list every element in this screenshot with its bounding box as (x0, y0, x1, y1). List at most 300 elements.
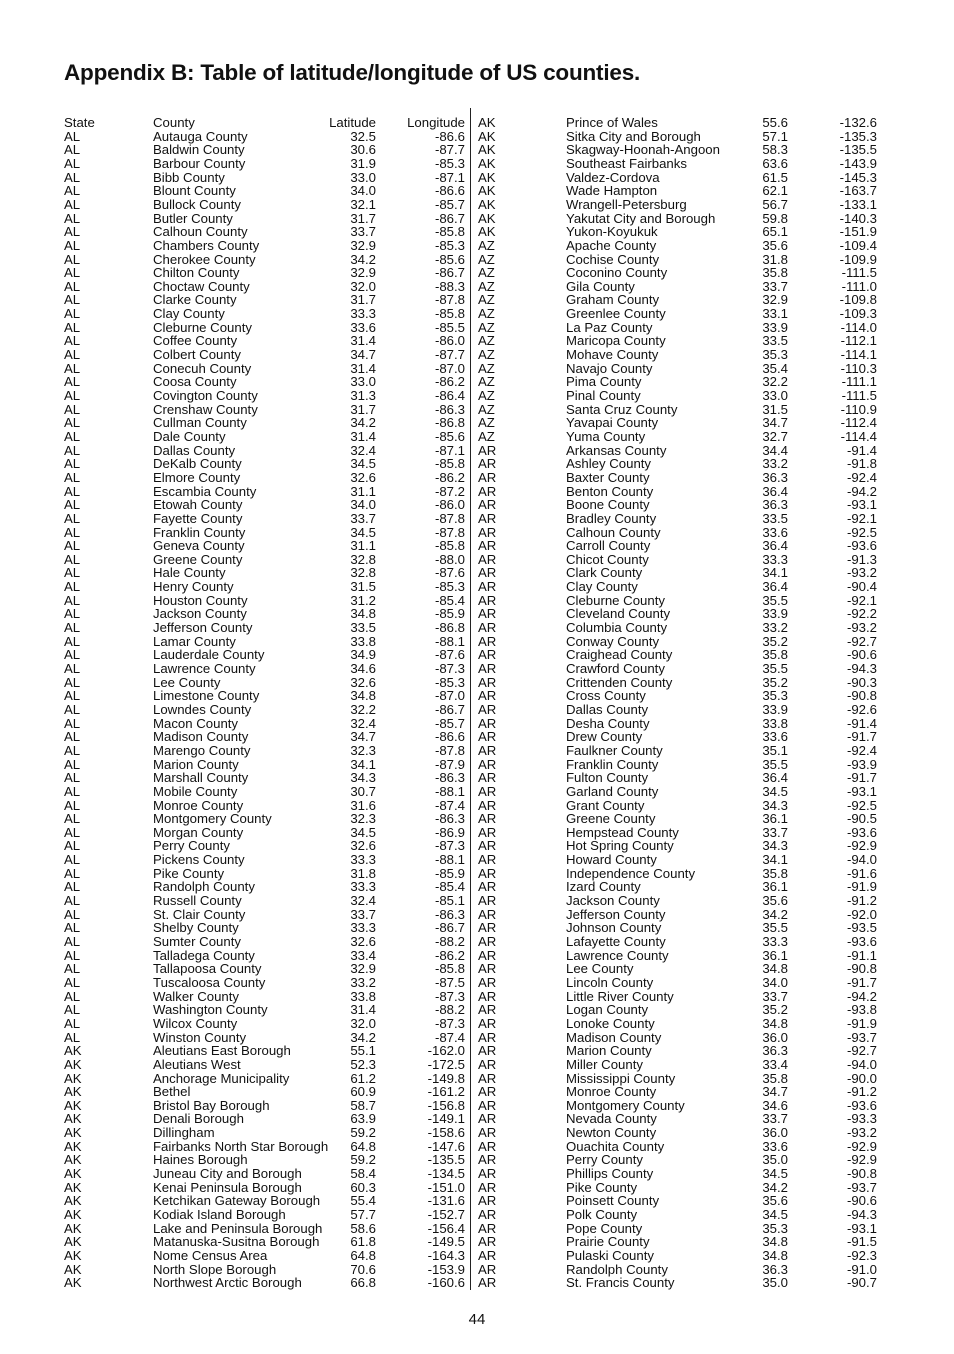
table-row (0, 130, 954, 144)
table-row (0, 1276, 954, 1290)
longitude-cell: -87.3 (434, 988, 465, 1004)
longitude-cell: -152.7 (427, 1207, 465, 1222)
county-cell: Pulaski County (566, 1247, 654, 1263)
county-cell: DeKalb County (153, 456, 242, 472)
county-cell: Macon County (153, 715, 239, 731)
latitude-cell: 34.1 (762, 565, 788, 581)
county-cell: Randolph County (566, 1261, 668, 1277)
state-cell: AL (64, 906, 81, 922)
county-cell: Hempstead County (566, 824, 679, 840)
longitude-cell: -91.7 (846, 974, 877, 990)
county-cell: Aleutians East Borough (153, 1043, 291, 1059)
longitude-cell: -92.7 (846, 1043, 877, 1059)
table-row (0, 730, 954, 744)
latitude-cell: 33.9 (762, 701, 788, 717)
county-cell: Cherokee County (153, 251, 256, 267)
latitude-cell: 55.1 (350, 1043, 376, 1059)
county-cell: Mississippi County (566, 1070, 676, 1086)
longitude-cell: -131.6 (427, 1193, 465, 1209)
county-cell: Maricopa County (566, 333, 666, 349)
state-cell: AL (64, 824, 81, 840)
table-row (0, 539, 954, 553)
state-cell: AK (478, 142, 496, 158)
county-cell: Autauga County (153, 128, 248, 144)
table-row (0, 1222, 954, 1236)
latitude-cell: 63.9 (350, 1111, 376, 1127)
state-cell: AL (64, 1029, 81, 1045)
latitude-cell: 35.8 (762, 265, 788, 281)
latitude-cell: 61.5 (762, 169, 788, 185)
latitude-cell: 33.4 (762, 1056, 788, 1072)
longitude-cell: -93.3 (846, 1111, 877, 1127)
longitude-cell: -91.7 (846, 729, 877, 745)
longitude-cell: -85.8 (434, 456, 465, 472)
latitude-cell: 33.0 (350, 374, 376, 390)
county-cell: Coosa County (153, 374, 237, 390)
latitude-cell: 33.6 (350, 319, 376, 335)
county-cell: Kenai Peninsula Borough (153, 1179, 302, 1195)
county-cell: Santa Cruz County (566, 401, 678, 417)
latitude-cell: 57.1 (762, 128, 788, 144)
longitude-cell: -91.2 (846, 893, 877, 909)
county-cell: Franklin County (566, 756, 659, 772)
longitude-cell: -87.3 (434, 661, 465, 676)
state-cell: AL (64, 210, 81, 226)
latitude-cell: 31.8 (350, 865, 376, 881)
latitude-cell: 33.2 (762, 620, 788, 636)
latitude-cell: 32.0 (350, 1015, 376, 1031)
longitude-cell: -93.1 (846, 783, 877, 799)
longitude-cell: -93.2 (846, 565, 877, 581)
county-cell: Calhoun County (153, 224, 248, 240)
state-cell: AR (478, 783, 497, 799)
latitude-cell: 35.3 (762, 688, 788, 704)
table-row (0, 184, 954, 198)
longitude-cell: -91.9 (846, 879, 877, 895)
county-cell: Bullock County (153, 196, 241, 212)
county-cell: Logan County (566, 1002, 649, 1018)
state-cell: AL (64, 1015, 81, 1031)
latitude-cell: 34.1 (350, 756, 376, 772)
longitude-cell: -85.8 (434, 961, 465, 977)
state-cell: AR (478, 797, 497, 813)
county-cell: Nome Census Area (153, 1247, 268, 1263)
longitude-cell: -93.2 (846, 620, 877, 636)
state-cell: AL (64, 388, 81, 403)
table-row (0, 403, 954, 417)
table-row (0, 266, 954, 280)
longitude-cell: -90.5 (846, 811, 877, 827)
state-cell: AZ (478, 292, 495, 308)
state-cell: AR (478, 1275, 497, 1291)
longitude-cell: -149.5 (427, 1234, 465, 1250)
county-cell: St. Clair County (153, 906, 246, 922)
county-cell: Pickens County (153, 852, 245, 868)
state-cell: AR (478, 1247, 497, 1263)
longitude-cell: -85.3 (434, 237, 465, 253)
county-cell: Marshall County (153, 770, 249, 786)
table-row (0, 444, 954, 458)
longitude-cell: -85.5 (434, 319, 465, 335)
county-cell: Carroll County (566, 538, 651, 554)
latitude-cell: 34.5 (350, 824, 376, 840)
latitude-cell: 60.9 (350, 1084, 376, 1100)
longitude-cell: -133.1 (839, 196, 877, 212)
latitude-cell: 32.9 (350, 237, 376, 253)
state-cell: AR (478, 1097, 497, 1113)
latitude-cell: 32.6 (350, 838, 376, 854)
table-row (0, 867, 954, 881)
latitude-cell: 34.0 (762, 974, 788, 990)
table-row (0, 157, 954, 171)
latitude-cell: 35.8 (762, 647, 788, 663)
state-cell: AK (64, 1179, 82, 1195)
county-cell: Cleburne County (566, 592, 665, 608)
county-cell: St. Francis County (566, 1275, 675, 1291)
latitude-cell: 32.6 (350, 674, 376, 690)
state-cell: AR (478, 974, 497, 990)
state-cell: AL (64, 783, 81, 799)
state-cell: AL (64, 811, 81, 827)
longitude-cell: -87.8 (434, 510, 465, 526)
longitude-cell: -92.3 (846, 1247, 877, 1263)
state-cell: AR (478, 865, 497, 881)
state-cell: AL (64, 974, 81, 990)
latitude-cell: 58.7 (350, 1097, 376, 1113)
latitude-cell: 34.0 (350, 497, 376, 513)
county-cell: Yuma County (566, 428, 646, 444)
longitude-cell: -85.8 (434, 538, 465, 554)
state-cell: AL (64, 592, 81, 608)
table-row (0, 198, 954, 212)
longitude-cell: -85.4 (434, 592, 465, 608)
latitude-cell: 65.1 (762, 224, 788, 240)
latitude-cell: 35.2 (762, 633, 788, 649)
longitude-cell: -88.1 (434, 633, 465, 649)
state-cell: AR (478, 538, 497, 554)
county-cell: Crittenden County (566, 674, 673, 690)
state-cell: AR (478, 1261, 497, 1277)
latitude-cell: 62.1 (762, 183, 788, 199)
state-cell: AZ (478, 347, 495, 363)
county-cell: Graham County (566, 292, 660, 308)
longitude-cell: -140.3 (839, 210, 877, 226)
table-row (0, 1072, 954, 1086)
latitude-cell: 58.6 (350, 1220, 376, 1236)
county-cell: Little River County (566, 988, 674, 1004)
county-cell: Pinal County (566, 388, 641, 403)
longitude-cell: -156.8 (427, 1097, 465, 1113)
latitude-cell: 34.7 (762, 1084, 788, 1100)
longitude-cell: -87.6 (434, 647, 465, 663)
latitude-cell: 33.2 (762, 456, 788, 472)
state-cell: AR (478, 1138, 497, 1154)
column-header: State (64, 115, 95, 130)
state-cell: AL (64, 742, 81, 758)
longitude-cell: -135.5 (427, 1152, 465, 1168)
latitude-cell: 33.6 (762, 729, 788, 745)
longitude-cell: -85.6 (434, 428, 465, 444)
latitude-cell: 33.3 (762, 551, 788, 567)
county-cell: Monroe County (153, 797, 244, 813)
longitude-cell: -94.3 (846, 661, 877, 676)
longitude-cell: -92.9 (846, 1152, 877, 1168)
longitude-cell: -93.9 (846, 756, 877, 772)
latitude-cell: 34.9 (350, 647, 376, 663)
state-cell: AK (478, 224, 496, 240)
latitude-cell: 33.7 (350, 510, 376, 526)
longitude-cell: -86.0 (434, 333, 465, 349)
county-cell: Jefferson County (566, 906, 666, 922)
longitude-cell: -93.1 (846, 497, 877, 513)
page-title: Appendix B: Table of latitude/longitude of US counties. (64, 60, 641, 85)
state-cell: AR (478, 606, 497, 622)
latitude-cell: 61.2 (350, 1070, 376, 1086)
latitude-cell: 32.9 (762, 292, 788, 308)
latitude-cell: 35.2 (762, 1002, 788, 1018)
county-cell: Wrangell-Petersburg (566, 196, 687, 212)
longitude-cell: -85.7 (434, 715, 465, 731)
table-row (0, 457, 954, 471)
state-cell: AK (64, 1247, 82, 1263)
latitude-cell: 33.5 (762, 510, 788, 526)
county-cell: Dallas County (566, 701, 649, 717)
latitude-cell: 34.3 (762, 838, 788, 854)
state-cell: AL (64, 224, 81, 240)
column-header: Latitude (329, 115, 376, 130)
county-cell: Garland County (566, 783, 659, 799)
county-cell: Southeast Fairbanks (566, 155, 687, 171)
county-cell: Clark County (566, 565, 643, 581)
table-row (0, 375, 954, 389)
latitude-cell: 32.3 (350, 742, 376, 758)
county-cell: Clarke County (153, 292, 237, 308)
state-cell: AR (478, 770, 497, 786)
table-row (0, 976, 954, 990)
longitude-cell: -109.3 (839, 306, 877, 322)
county-cell: Ketchikan Gateway Borough (153, 1193, 321, 1209)
state-cell: AL (64, 551, 81, 567)
longitude-cell: -86.3 (434, 811, 465, 827)
county-cell: Hot Spring County (566, 838, 674, 854)
county-cell: Chicot County (566, 551, 649, 567)
county-cell: Yakutat City and Borough (566, 210, 716, 226)
state-cell: AR (478, 1056, 497, 1072)
latitude-cell: 31.2 (350, 592, 376, 608)
longitude-cell: -87.8 (434, 742, 465, 758)
latitude-cell: 36.3 (762, 469, 788, 485)
county-cell: Bethel (153, 1084, 191, 1100)
longitude-cell: -134.5 (427, 1166, 465, 1182)
latitude-cell: 34.3 (350, 770, 376, 786)
longitude-cell: -92.9 (846, 1138, 877, 1154)
longitude-cell: -86.3 (434, 770, 465, 786)
longitude-cell: -85.4 (434, 879, 465, 895)
table-row (0, 1181, 954, 1195)
state-cell: AZ (478, 333, 495, 349)
longitude-cell: -92.4 (846, 469, 877, 485)
longitude-cell: -91.2 (846, 1084, 877, 1100)
state-cell: AL (64, 510, 81, 526)
longitude-cell: -91.4 (846, 715, 877, 731)
latitude-cell: 31.3 (350, 388, 376, 403)
county-cell: Yavapai County (566, 415, 659, 431)
latitude-cell: 36.4 (762, 579, 788, 595)
longitude-cell: -145.3 (839, 169, 877, 185)
table-row (0, 1003, 954, 1017)
table-row (0, 1112, 954, 1126)
state-cell: AR (478, 1166, 497, 1182)
longitude-cell: -93.5 (846, 920, 877, 936)
state-cell: AL (64, 442, 81, 458)
latitude-cell: 36.3 (762, 1261, 788, 1277)
longitude-cell: -86.7 (434, 920, 465, 936)
state-cell: AZ (478, 319, 495, 335)
county-cell: Lauderdale County (153, 647, 265, 663)
county-cell: Franklin County (153, 524, 246, 540)
county-cell: Cochise County (566, 251, 660, 267)
table-row (0, 498, 954, 512)
state-cell: AL (64, 1002, 81, 1018)
latitude-cell: 33.4 (350, 947, 376, 963)
county-cell: Sumter County (153, 934, 241, 949)
latitude-cell: 35.5 (762, 756, 788, 772)
table-row (0, 171, 954, 185)
longitude-cell: -87.3 (434, 838, 465, 854)
latitude-cell: 35.3 (762, 1220, 788, 1236)
latitude-cell: 56.7 (762, 196, 788, 212)
state-cell: AL (64, 483, 81, 499)
state-cell: AK (64, 1152, 82, 1168)
state-cell: AZ (478, 415, 495, 431)
latitude-cell: 34.3 (762, 797, 788, 813)
table-row (0, 703, 954, 717)
county-cell: Pike County (153, 865, 225, 881)
longitude-cell: -111.5 (841, 388, 877, 403)
latitude-cell: 32.4 (350, 442, 376, 458)
state-cell: AK (64, 1193, 82, 1209)
longitude-cell: -94.2 (846, 988, 877, 1004)
latitude-cell: 33.0 (350, 169, 376, 185)
county-cell: Polk County (566, 1207, 638, 1222)
county-cell: Newton County (566, 1125, 657, 1141)
state-cell: AL (64, 183, 81, 199)
county-cell: North Slope Borough (153, 1261, 277, 1277)
longitude-cell: -135.3 (839, 128, 877, 144)
county-cell: Arkansas County (566, 442, 667, 458)
state-cell: AR (478, 688, 497, 704)
longitude-cell: -86.9 (434, 824, 465, 840)
latitude-cell: 34.2 (350, 1029, 376, 1045)
longitude-cell: -160.6 (427, 1275, 465, 1291)
county-cell: Greenlee County (566, 306, 666, 322)
state-cell: AR (478, 811, 497, 827)
state-cell: AR (478, 1029, 497, 1045)
table-row (0, 1140, 954, 1154)
state-cell: AR (478, 565, 497, 581)
county-cell: Lowndes County (153, 701, 252, 717)
longitude-cell: -85.8 (434, 224, 465, 240)
longitude-cell: -109.4 (839, 237, 877, 253)
table-row (0, 594, 954, 608)
county-cell: Sitka City and Borough (566, 128, 701, 144)
latitude-cell: 34.2 (762, 906, 788, 922)
state-cell: AR (478, 920, 497, 936)
state-cell: AR (478, 838, 497, 854)
longitude-cell: -91.4 (846, 442, 877, 458)
latitude-cell: 36.0 (762, 1029, 788, 1045)
latitude-cell: 34.8 (762, 1247, 788, 1263)
table-row (0, 1167, 954, 1181)
state-cell: AR (478, 1015, 497, 1031)
state-cell: AK (478, 128, 496, 144)
longitude-cell: -88.3 (434, 278, 465, 294)
county-cell: Shelby County (153, 920, 239, 936)
longitude-cell: -85.1 (434, 893, 465, 909)
longitude-cell: -93.7 (846, 1179, 877, 1195)
table-row (0, 676, 954, 690)
state-cell: AR (478, 852, 497, 868)
state-cell: AR (478, 497, 497, 513)
table-row (0, 1099, 954, 1113)
latitude-cell: 33.7 (350, 224, 376, 240)
county-cell: La Paz County (566, 319, 653, 335)
state-cell: AK (64, 1084, 82, 1100)
state-cell: AZ (478, 360, 495, 376)
longitude-cell: -86.2 (434, 947, 465, 963)
county-cell: Blount County (153, 183, 236, 199)
county-cell: Prince of Wales (566, 115, 658, 130)
table-row (0, 785, 954, 799)
longitude-cell: -93.6 (846, 934, 877, 949)
state-cell: AK (64, 1166, 82, 1182)
state-cell: AK (478, 115, 496, 130)
latitude-cell: 36.1 (762, 811, 788, 827)
county-cell: Juneau City and Borough (153, 1166, 302, 1182)
longitude-cell: -85.6 (434, 251, 465, 267)
latitude-cell: 31.4 (350, 360, 376, 376)
latitude-cell: 31.8 (762, 251, 788, 267)
latitude-cell: 31.6 (350, 797, 376, 813)
county-cell: Escambia County (153, 483, 257, 499)
state-cell: AR (478, 1179, 497, 1195)
longitude-cell: -110.3 (840, 360, 877, 376)
state-cell: AL (64, 852, 81, 868)
table-row (0, 116, 954, 130)
latitude-cell: 33.5 (350, 620, 376, 636)
table-row (0, 512, 954, 526)
county-cell: Baldwin County (153, 142, 245, 158)
county-cell: Navajo County (566, 360, 653, 376)
state-cell: AL (64, 374, 81, 390)
longitude-cell: -111.1 (841, 374, 877, 390)
latitude-cell: 36.4 (762, 770, 788, 786)
county-cell: Lee County (566, 961, 634, 977)
longitude-cell: -110.9 (840, 401, 877, 417)
table-row (0, 280, 954, 294)
state-cell: AZ (478, 388, 495, 403)
county-cell: Denali Borough (153, 1111, 244, 1127)
longitude-cell: -90.7 (846, 1275, 877, 1291)
table-row (0, 1044, 954, 1058)
longitude-cell: -92.1 (846, 510, 877, 526)
latitude-cell: 63.6 (762, 155, 788, 171)
table-row (0, 430, 954, 444)
state-cell: AK (64, 1043, 82, 1059)
county-cell: Marion County (566, 1043, 652, 1059)
latitude-cell: 30.6 (350, 142, 376, 158)
latitude-cell: 34.2 (350, 251, 376, 267)
